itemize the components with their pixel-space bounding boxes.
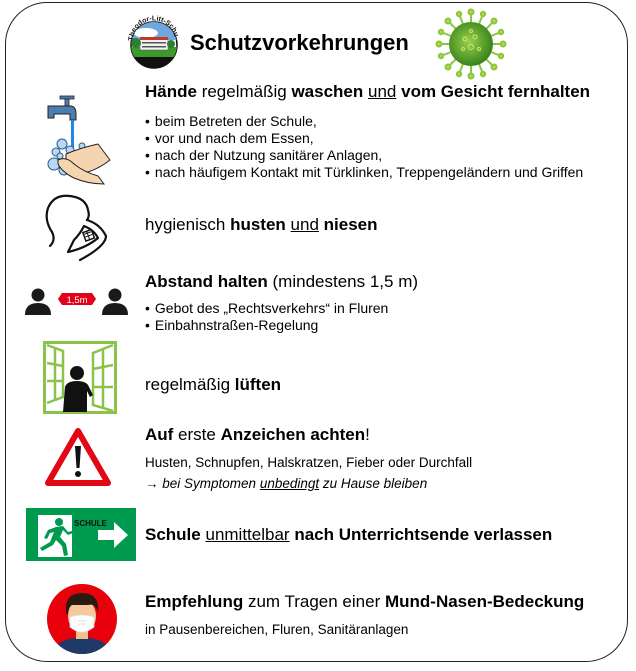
- stay-home-note: → bei Symptomen unbedingt zu Hause bleiben: [145, 476, 428, 491]
- leave-school-heading: Schule unmittelbar nach Unterrichtsende verlassen: [145, 525, 553, 544]
- handwashing-heading: Hände regelmäßig waschen und vom Gesicht fernhalten: [145, 82, 591, 101]
- virus-icon: [435, 7, 507, 81]
- handwashing-icon: [40, 90, 112, 185]
- bullet-item: • Einbahnstraßen-Regelung: [145, 317, 388, 334]
- symptoms-heading: Auf erste Anzeichen achten!: [145, 425, 370, 444]
- ventilate-heading: regelmäßig lüften: [145, 375, 282, 394]
- face-mask-icon: [46, 583, 118, 655]
- bullet-item: • beim Betreten der Schule,: [145, 113, 583, 130]
- distance-heading: Abstand halten (mindestens 1,5 m): [145, 272, 419, 291]
- distance-icon: [24, 287, 130, 317]
- page-title: Schutzvorkehrungen: [190, 30, 409, 55]
- warning-icon: [45, 428, 111, 486]
- symptoms-list: Husten, Schnupfen, Halskratzen, Fieber oder Durchfall: [145, 455, 473, 470]
- person-icon: [25, 289, 51, 316]
- mask-locations: in Pausenbereichen, Fluren, Sanitäranlagen: [145, 622, 409, 637]
- sneeze-heading: hygienisch husten und niesen: [145, 215, 378, 234]
- exit-sign-icon: [26, 508, 136, 561]
- person-icon: [102, 289, 128, 316]
- bullet-item: • nach der Nutzung sanitärer Anlagen,: [145, 147, 583, 164]
- open-window-icon: [43, 341, 117, 414]
- svg-text:Theodor-Litt-Schule: Theodor-Litt-Schu: [127, 15, 180, 42]
- handwashing-bullets: [145, 113, 583, 181]
- sneeze-into-elbow-icon: [40, 190, 115, 265]
- bullet-item: • vor und nach dem Essen,: [145, 130, 583, 147]
- bullet-item: • Gebot des „Rechtsverkehrs“ in Fluren: [145, 300, 388, 317]
- svg-text:SCHULE: SCHULE: [74, 519, 107, 528]
- distance-bullets: [145, 300, 388, 334]
- mask-heading: Empfehlung zum Tragen einer Mund-Nasen-Bedeckung: [145, 592, 585, 611]
- school-logo: [124, 15, 184, 71]
- svg-text:1,5m: 1,5m: [66, 295, 88, 306]
- bullet-item: • nach häufigem Kontakt mit Türklinken, Treppengeländern und Griffen: [145, 164, 583, 181]
